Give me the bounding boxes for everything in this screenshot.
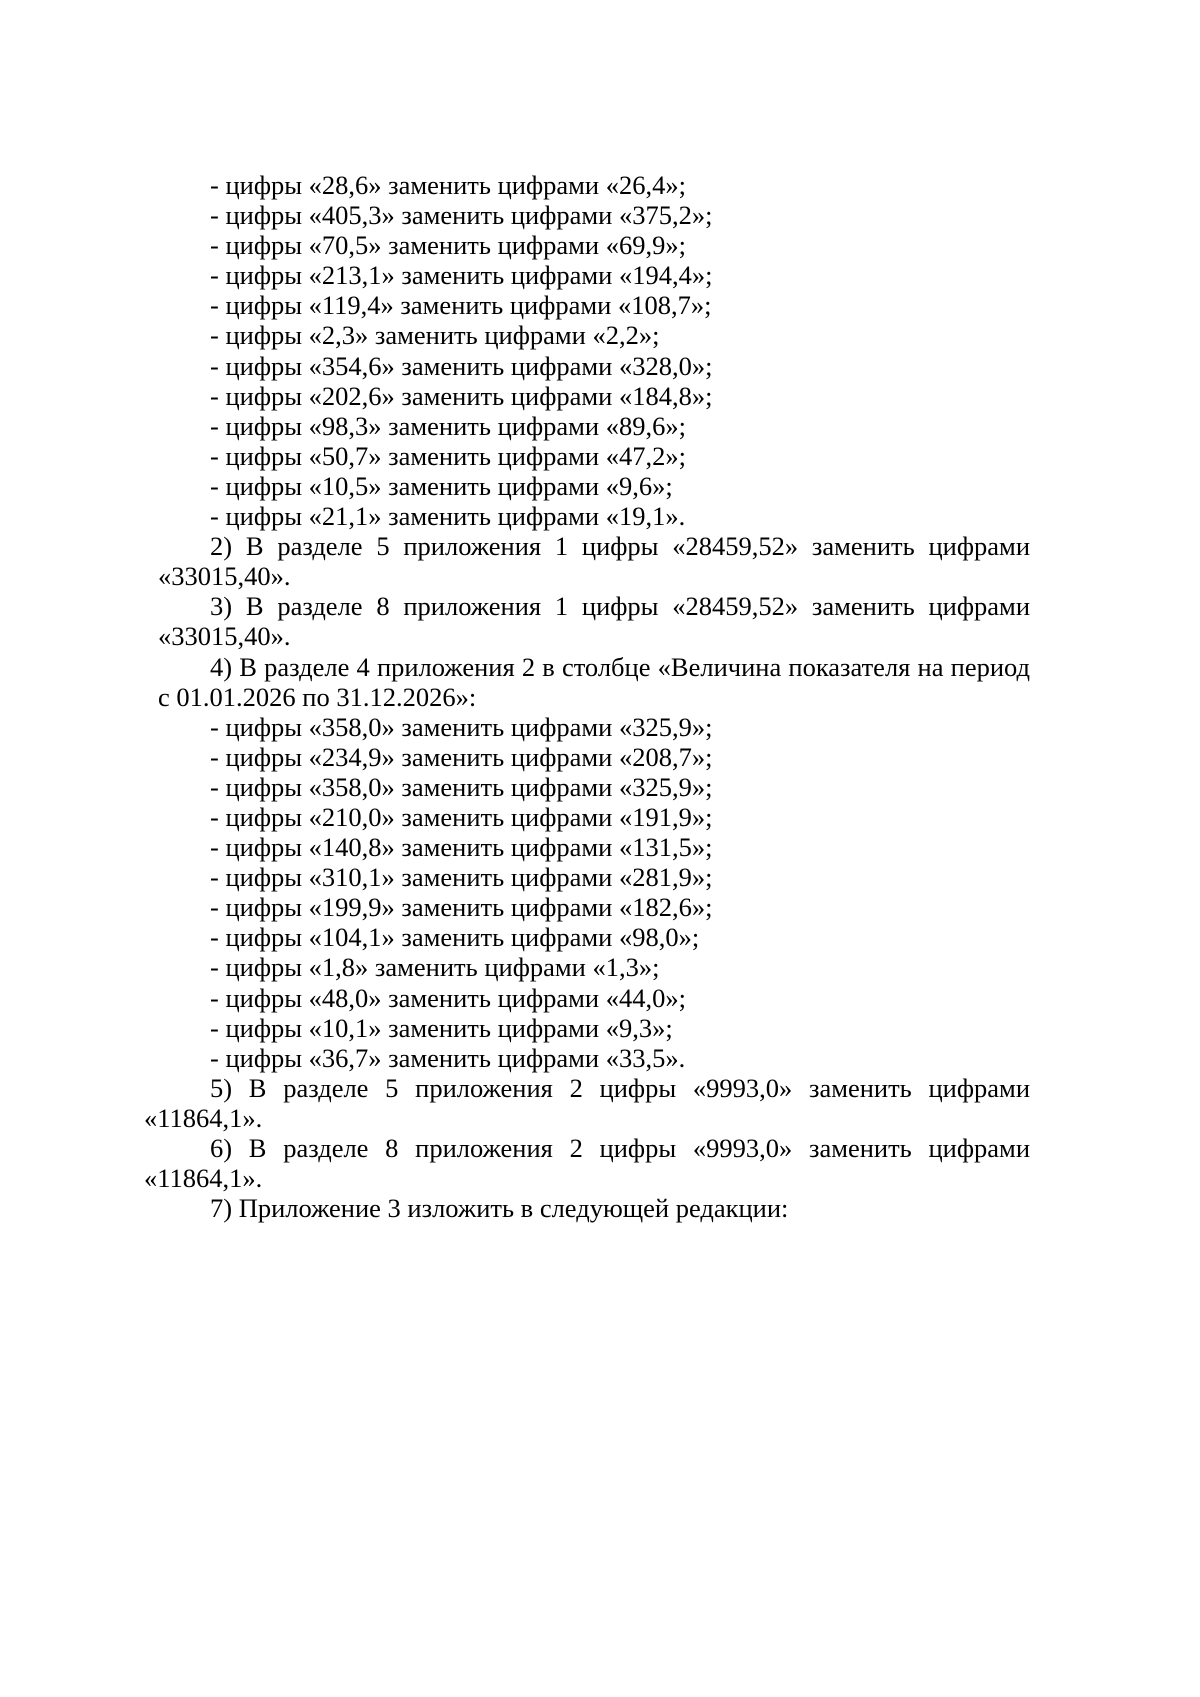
amendment-line: - цифры «50,7» заменить цифрами «47,2»; [210, 440, 686, 471]
amendment-line: - цифры «140,8» заменить цифрами «131,5»; [210, 832, 713, 863]
amendment-line: - цифры «202,6» заменить цифрами «184,8»; [210, 380, 713, 411]
item-7-paragraph: 7) Приложение 3 изложить в следующей редакции: [210, 1193, 789, 1224]
amendment-line: - цифры «199,9» заменить цифрами «182,6»; [210, 892, 713, 923]
amendment-line: - цифры «10,5» заменить цифрами «9,6»; [210, 470, 673, 501]
amendment-line: - цифры «70,5» заменить цифрами «69,9»; [210, 230, 686, 261]
amendment-line: - цифры «358,0» заменить цифрами «325,9»; [210, 711, 713, 742]
amendment-line: - цифры «36,7» заменить цифрами «33,5». [210, 1042, 686, 1073]
amendment-line: - цифры «210,0» заменить цифрами «191,9»; [210, 801, 713, 832]
amendment-line: - цифры «119,4» заменить цифрами «108,7»; [210, 290, 712, 321]
item-2-paragraph: 2) В разделе 5 приложения 1 цифры «28459,52» заменить цифрами «33015,40». [158, 531, 1030, 592]
item-6-paragraph: 6) В разделе 8 приложения 2 цифры «9993,0» заменить цифрами «11864,1». [144, 1133, 1030, 1194]
item-3-paragraph: 3) В разделе 8 приложения 1 цифры «28459,52» заменить цифрами «33015,40». [158, 591, 1030, 652]
amendment-line: - цифры «104,1» заменить цифрами «98,0»; [210, 922, 700, 953]
document-body [144, 170, 1030, 1224]
amendment-line: - цифры «213,1» заменить цифрами «194,4»; [210, 260, 713, 291]
amendment-line: - цифры «10,1» заменить цифрами «9,3»; [210, 1012, 673, 1043]
amendment-line: - цифры «21,1» заменить цифрами «19,1». [210, 501, 686, 532]
amendment-line: - цифры «310,1» заменить цифрами «281,9»; [210, 862, 713, 893]
amendment-line: - цифры «98,3» заменить цифрами «89,6»; [210, 410, 686, 441]
item-5-paragraph: 5) В разделе 5 приложения 2 цифры «9993,0» заменить цифрами «11864,1». [144, 1072, 1030, 1133]
amendment-line: - цифры «2,3» заменить цифрами «2,2»; [210, 320, 660, 351]
amendment-line: - цифры «1,8» заменить цифрами «1,3»; [210, 952, 660, 983]
item-4-paragraph: 4) В разделе 4 приложения 2 в столбце «Величина показателя на период с 01.01.2026 по 31.12.2026»: [158, 651, 1030, 712]
amendment-line: - цифры «234,9» заменить цифрами «208,7»; [210, 741, 713, 772]
amendment-line: - цифры «358,0» заменить цифрами «325,9»; [210, 771, 713, 802]
amendment-line: - цифры «28,6» заменить цифрами «26,4»; [210, 170, 686, 200]
amendment-line: - цифры «405,3» заменить цифрами «375,2»; [210, 200, 713, 231]
amendment-line: - цифры «354,6» заменить цифрами «328,0»; [210, 350, 713, 381]
amendment-line: - цифры «48,0» заменить цифрами «44,0»; [210, 982, 686, 1013]
